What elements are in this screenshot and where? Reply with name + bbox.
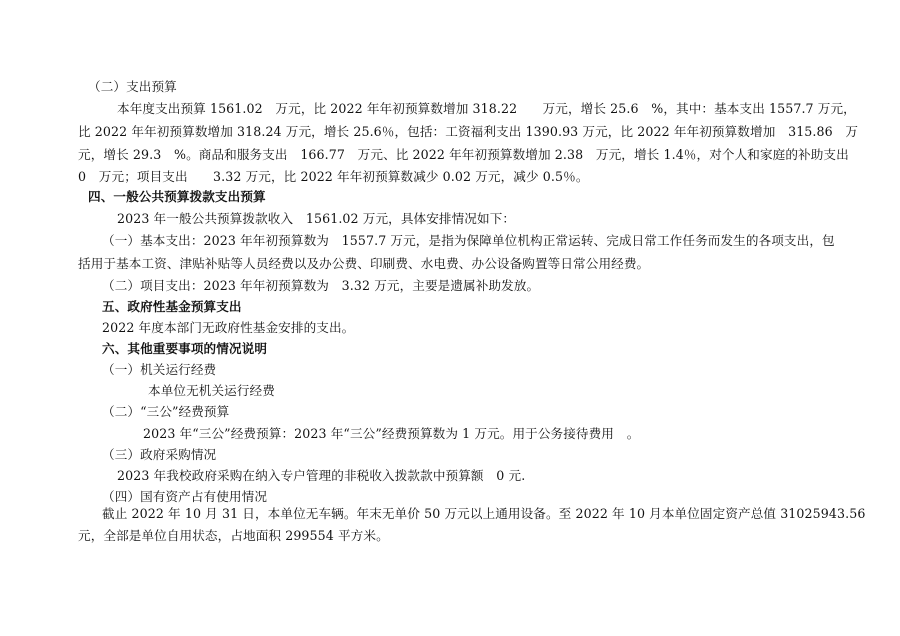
state-assets-title: （四）国有资产占有使用情况 bbox=[102, 489, 268, 504]
section-6-heading: 六、其他重要事项的情况说明 bbox=[102, 341, 268, 356]
admin-operating-expenses-title: （一）机关运行经费 bbox=[102, 362, 217, 377]
expenditure-text-line-4: 0 万元；项目支出 3.32 万元，比 2022 年年初预算数减少 0.02 万元，减少 0.5％。 bbox=[78, 169, 589, 184]
section-5-heading: 五、政府性基金预算支出 bbox=[102, 299, 242, 314]
expenditure-text-line-2: 比 2022 年年初预算数增加 318.24 万元，增长 25.6％，包括：工资福利支出 1390.93 万元，比 2022 年年初预算数增加 315.86 万 bbox=[78, 124, 859, 139]
section-4-heading: 四、一般公共预算拨款支出预算 bbox=[88, 189, 266, 204]
state-assets-line-2: 元，全部是单位自用状态，占地面积 299554 平方米。 bbox=[78, 528, 389, 543]
expenditure-text-line-1: 本年度支出预算 1561.02 万元，比 2022 年年初预算数增加 318.22 万元，增长 25.6 %，其中：基本支出 1557.7 万元， bbox=[117, 101, 856, 116]
expenditure-budget-heading: （二）支出预算 bbox=[88, 79, 177, 94]
expenditure-text-line-3: 元，增长 29.3 %。商品和服务支出 166.77 万元、比 2022 年年初预算数增加 2.38 万元，增长 1.4％，对个人和家庭的补助支出 bbox=[78, 147, 849, 162]
basic-expenditure-line-2: 括用于基本工资、津贴补贴等人员经费以及办公费、印刷费、水电费、办公设备购置等日常公用经费。 bbox=[78, 256, 650, 271]
government-procurement-title: （三）政府采购情况 bbox=[102, 447, 217, 462]
section-4-intro: 2023 年一般公共预算拨款收入 1561.02 万元，具体安排情况如下： bbox=[117, 211, 516, 226]
state-assets-line-1: 截止 2022 年 10 月 31 日，本单位无车辆。年末无单价 50 万元以上通用设备。至 2022 年 10 月本单位固定资产总值 31025943.56 bbox=[102, 506, 866, 521]
three-public-budget-text: 2023 年“三公”经费预算：2023 年“三公”经费预算数为 1 万元。用于公务接待费用 。 bbox=[143, 426, 640, 441]
basic-expenditure-line-1: （一）基本支出：2023 年年初预算数为 1557.7 万元，是指为保障单位机构正常运转、完成日常工作任务而发生的各项支出，包 bbox=[102, 233, 835, 248]
admin-operating-expenses-text: 本单位无机关运行经费 bbox=[148, 383, 275, 398]
three-public-budget-title: （二）“三公”经费预算 bbox=[102, 404, 230, 419]
project-expenditure-line: （二）项目支出：2023 年年初预算数为 3.32 万元，主要是遗属补助发放。 bbox=[102, 278, 540, 293]
section-5-text: 2022 年度本部门无政府性基金安排的支出。 bbox=[102, 320, 355, 335]
government-procurement-text: 2023 年我校政府采购在纳入专户管理的非税收入拨款款中预算额 0 元. bbox=[117, 468, 526, 483]
